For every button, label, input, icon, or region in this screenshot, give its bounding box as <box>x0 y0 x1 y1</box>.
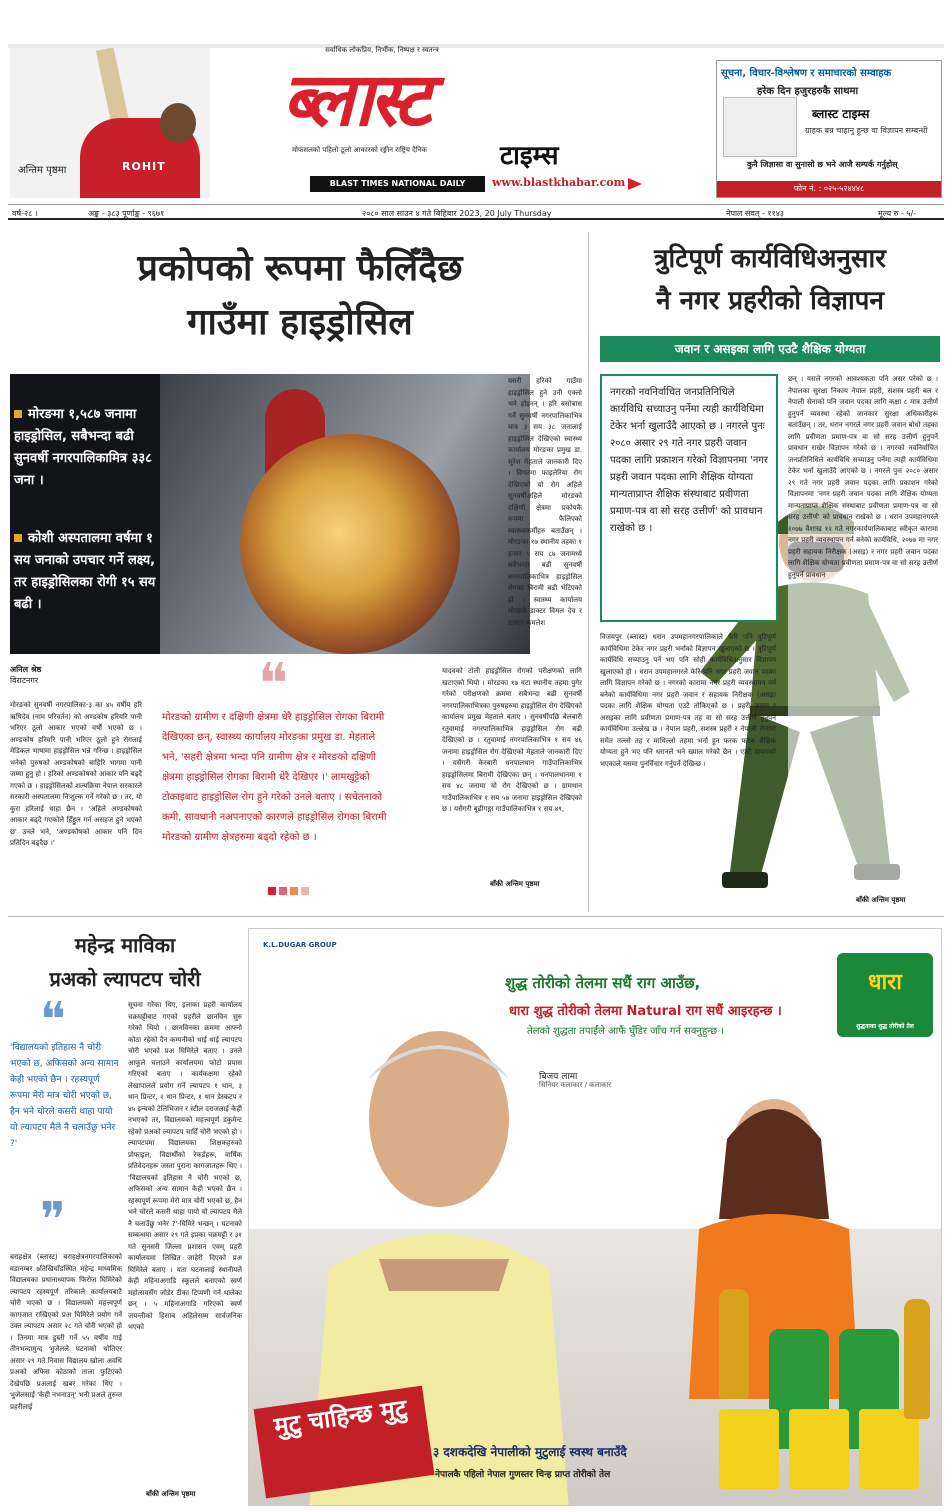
brand-name: धारा <box>868 970 902 995</box>
ad-brand: ब्लास्ट टाइम्स <box>812 107 870 121</box>
quote-close-icon: ❞ <box>40 1192 66 1248</box>
bullet-icon <box>14 534 22 542</box>
lead-bullet-1-text: मोरङमा १,५८७ जनामा हाइड्रोसिल, सबैभन्दा बढी सुनवर्षी नगरपालिकामित्र ३३८ जना । <box>14 407 152 488</box>
ad-line-2: हरेक दिन हजुरहरुकै साथमा <box>757 86 859 97</box>
ad-bottom-line-2: नेपालकै पहिलो नेपाल गुणस्तर चिन्ह प्राप्त तोरीको तेल <box>435 1470 611 1480</box>
dhara-brand-logo <box>837 953 933 1037</box>
dot-icon <box>290 887 298 895</box>
newspaper-thumbnail <box>723 97 797 157</box>
dot-icon <box>268 887 276 895</box>
third-continued[interactable]: बाँकी अन्तिम पृष्ठमा <box>146 1490 196 1498</box>
dateline: विराटनगर <box>10 676 39 685</box>
third-headline-line-2: प्रअको ल्यापटप चोरी <box>49 967 201 991</box>
dot-icon <box>301 887 309 895</box>
top-ad-box[interactable] <box>716 60 942 198</box>
second-headline-line-1: त्रुटिपूर्ण कार्यविधिअनुसार <box>654 244 886 274</box>
oil-bottle-icon <box>719 1289 749 1399</box>
oil-pouch-icon <box>719 1409 779 1489</box>
lead-headline-line-2: गाउँमा हाइड्रोसिल <box>187 302 413 343</box>
daily-label: BLAST TIMES NATIONAL DAILY <box>310 176 485 192</box>
ad-line-1: सूचना, विचार-विश्लेषण र समाचारको सम्वाहक <box>721 68 892 79</box>
second-continued[interactable]: बाँकी अन्तिम पृष्ठमा <box>856 896 906 904</box>
photo-caption: अन्तिम पृष्ठमा <box>18 165 67 176</box>
ad-line-2: धारा शुद्ध तोरीको तेलमा Natural राग सधैं आइरहन्छ । <box>509 1004 782 1019</box>
lead-byline <box>10 664 41 686</box>
ad-signer: बिजय लामा <box>539 1072 578 1082</box>
masthead-tagline: सर्वाधिक लोकप्रिय, निर्भीक, निष्पक्ष र स्वतन्त्र <box>325 46 439 54</box>
nepal-samvat: नेपाल संवत् - ११४३ <box>726 209 785 218</box>
lead-headline[interactable] <box>60 242 540 350</box>
dot-icon <box>279 887 287 895</box>
oil-pouch-icon <box>859 1409 919 1489</box>
website-link[interactable]: www.blastkhabar.com <box>492 176 626 189</box>
lead-column-1: मोरङको सुनवर्षी नगरपालिका-३ का ४५ वर्षीय हरि ऋषिदेव (नाम परिवर्तन) को अण्डकोष हरियरि पानी भरिएर ठूलो आकार भएको वर्षौं भएको छ । अण्डकोष हरियरि पानी भरिएर ठूलो हुने रोगलाई मेडिकल भाषामा हाइड्रोसिल भन्ने गरिन्छ । हाइड्रोसिल भनेको पुरुषको अण्डकोषको बाहिरि भागमा पानी जम्मा हुनु हो । हरिको अण्डकोषको आकार पनि बढ्दै गएको छ । हाइड्रोसिलको शल्यक्रिया नेपाल सरकारले सरकारी अस्पतालमा निःशुल्क गर्ने गरेको छ । तर, यो कुरा हरिलाई थाहा छैन । 'अहिले अण्डकोषको आकार बढ्दै गएकोले हिँड्डुल गर्न असहज हुने भएको छ' उनले भने, 'अण्डकोषको आकार पनि दिन प्रतिदिन बढ्दैछ ।' <box>10 701 142 847</box>
issue-number: अङ्क - ३८३ पूर्णाङ्क - ९६७१ <box>88 209 165 218</box>
organ-shape <box>240 434 460 654</box>
oil-advertisement[interactable] <box>248 928 942 1506</box>
third-column-1: बराहक्षेत्र (ब्लास्ट) बराहक्षेत्रनगरपालिकाको वडानम्बर ७तिखिचाँडस्थित महेन्द्र माध्यमिक विद्यालयका प्रधानाध्यापक फिरोज घिमिरेको ल्यापटप रहस्यपूर्ण तरिकाले कार्यालयबाटै चोरी भएको छ । विद्यालयको महत्त्वपूर्ण कागजात राखिएको प्रअ घिमिरेले प्रयोग गर्ने उक्त ल्यापटप असार २८ गते चोरी भएको हो । तिनमा मात्र डुब्ती गर्ने ५५ वर्षीय गाई तीनभन्दामुन्द भुजेलले घटनाको थोतिएर असार २९ गते निवास विद्यालय खोला अवधि प्रअको अफिस कोठाको ताला फुटिएको देखेपछि प्रअलाई खबर गरेका थिए । भुजेलसाई 'केही नभनाउन्' भनी प्रअले तुरुन्त प्रहरीलाई <box>10 1253 122 1411</box>
lead-pull-quote: मोरङको ग्रामीण र दक्षिणी क्षेत्रमा धेरै हाइड्रोसिल रोगका बिरामी देखिएका छन्, स्वास्थ्य कार्यालय मोरङका प्रमुख डा. मेहताले भने, 'सहरी क्षेत्रमा भन्दा पनि ग्रामीण क्षेत्र र मोरङको दक्षिणी क्षेत्रमा हाइड्रोसिल रोगका बिरामी धेरै देखिएर ।' लामखुट्टेको टोकाइबाट हाइड्रोसिल रोग हुने गरेको उनले बताए । सचेतनाको कमी, सावधानी नअपनाएको कारणले हाइड्रोसिल रोगका बिरामी मोरङको ग्रामीण क्षेत्रहरुमा बढ्दो रहेको छ । <box>162 712 387 843</box>
ad-slogan: मुटु चाहिन्छ मुटु <box>254 1386 435 1499</box>
ad-line-3: तेलको शुद्धता तपाईंले आफैं घुँडिर जाँच गर्न सक्नुहुन्छ । <box>527 1026 725 1037</box>
masthead-logo-times: टाइम्स <box>500 141 559 171</box>
player-head-shape <box>160 103 196 143</box>
third-column-2: सूचना गरेका थिए, इलाका प्रहरी कार्यालय चक्रघट्टीबाट गएको प्रहरीले छानविन सुरु गरेको थियो । छानविनका क्रममा आफ्नो कोठा रहेको दैन कम्पनीको थाई थाई ल्यापटप चोरी भएको प्रअ घिमिरेले बताए । उनले आफूले चलाउने कार्यालयमा फोटो प्रयास गरिएको बताए । कार्यकक्षमा रहेको लेखापालले प्रयोग गर्ने ल्यापटप १ थान, ३ थान प्रिन्टर, २ थान प्रिन्टर, १ थान डेस्कटप र ४५ इन्चको टेलिभिजन र स्टील दराजलाई केही नभएको तर, विद्यालयको महत्त्वपूर्ण डकुमेन्ट रहेको प्रअको ल्यापटप चाहिँ चोरी भएको हो । ल्यापटपमा विद्यालयका शिक्षकहरुको प्रोफाइल, विद्यार्थीको रेकर्डहरू, वार्षिक प्रतिवेदनहरू जस्ता पुराना कागजातहरू थिए । 'विद्यालयको इतिहास नै चोरी भएको छ, अफिसको अन्य सामान केही भएको छैन । रहस्यपूर्ण रूपमा मेरो मात्र चोरी भएको छ, हैन भने चोरले कसरी थाहा पायो यो ल्यापटप मैले नै चलाउँछु भनेर ?'-घिमिरे भन्छन् । घटनाको सम्बन्धमा असार २९ गते इप्रका चक्रघट्टी र ३१ गते सुनसरी जिल्ला प्रशासन एवम् प्रहरी कार्यालयमा लिखित जाहेरी दिएको प्रअ घिमिरेले बताए । यता घटनालाई स्थानीयले केही महिनाअगाडि स्कूलले बनाएको स्वर्ण महोत्सवसँग जोडेर टीका टिप्पणी गर्न थालेका छन् । ५ महिनाअगाडि गरिएको स्वर्ण जयन्तीको हिसाब अहिलेसम्म सार्वजनिक भएको <box>128 1001 242 1331</box>
issue-year: वर्ष-२८ । <box>12 209 38 218</box>
third-headline[interactable] <box>10 928 240 996</box>
quote-dots <box>268 880 312 899</box>
issue-date: २०८० साल साउन ४ गते बिहिबार 2023, 20 July Thursday <box>362 209 552 218</box>
lead-continued[interactable]: बाँकी अन्तिम पृष्ठमा <box>490 880 540 888</box>
third-blockquote: 'विद्यालयको इतिहास नै चोरी भएको छ, अफिसको अन्य सामान केही भएको छैन । रहस्यपूर्ण रूपमा मेरो मात्र चोरी भएको छ, हैन भने चोरले कसरी थाहा पायो यो ल्यापटप मैले नै चलाउँछु भनेर ?' <box>10 1043 119 1149</box>
masthead-cricket-photo[interactable] <box>10 48 210 198</box>
masthead-logo[interactable]: ब्लास्ट <box>282 58 428 142</box>
lead-bullet-2-text: कोशी अस्पतालमा वर्षमा १ सय जनाको उपचार गर्ने लक्ष्य, तर हाइड्रोसिलका रोगी १५ सय बढी । <box>14 531 156 612</box>
ad-signer-role: सिनियर कलाकार / कलाकार <box>539 1081 612 1089</box>
lead-headline-line-1: प्रकोपको रूपमा फैलिँदैछ <box>137 248 463 289</box>
second-highlight-box: नगरको नवनिर्वाचित जनप्रतिनिधिले कार्यविधि सच्याउनु पर्नेमा त्यही कार्यविधिमा टेकेर भर्ना खुलाउँदै आएको छ । नगरले पुनः २०८० असार २९ गते नगर प्रहरी जवान पदका लागि प्रकाशन गरेको विज्ञापनमा 'नगर प्रहरी जवान पदका लागि शैक्षिक योग्यता मान्यताप्राप्त शैक्षिक संस्थाबाट प्रवीणता प्रमाण-पत्र वा सो सरह उत्तीर्ण' को प्रावधान राखेको छ । <box>600 374 778 622</box>
lead-bullet-1 <box>14 404 164 492</box>
ad-bottom-line-1: ३ दशकदेखि नेपालीको मुटुलाई स्वस्थ बनाउँदै <box>433 1445 627 1459</box>
lead-bullet-2 <box>14 528 164 616</box>
oil-bottle-icon <box>904 1299 930 1419</box>
issue-info-bar <box>8 204 944 220</box>
ad-headline: शुद्ध तोरीको तेलमा सधैं राग आउँछ, <box>505 974 701 992</box>
second-headline[interactable] <box>600 238 940 322</box>
column-divider <box>588 232 589 912</box>
bullet-icon <box>14 410 22 418</box>
ad-phone: फोन नं. : ०२५-५२४४४८ <box>717 181 941 197</box>
third-headline-line-1: महेन्द्र माविका <box>74 933 176 957</box>
second-right-column: छन् । यसले नगरको आवश्यकता पनि असर परेको छ । नेपालका सुरक्षा निकाय नेपाल प्रहरी, सशस्त्र प्रहरी बल र नेपाली सेनाको पनि जवान पदका लागि कक्षा ८ मात्र उत्तीर्ण हुनुपर्ने व्यवस्था रहेको जानकार सुरक्षा अधिकारीहरू बताउँछन् । तर, धरान नगरले नगर प्रहरी जवान बोधो तहका लागि प्रवीणता प्रमाण-पत्र वा सो सरह उत्तीर्ण हुनुपर्ने प्रावधान राखेर विज्ञापन गरेको छ । नगरको नवनिर्वाचित जनप्रतिनिधिले कार्यविधि सच्याउनु पर्नेमा त्यही कार्यविधिमा टेकेर भर्ना खुलाउँदै आएको छ । नगरले पुनः २०८० असार २९ गते नगर प्रहरी जवान पदका लागि प्रकाशन गरेको विज्ञापनमा 'नगर प्रहरी जवान पदका लागि शैक्षिक योग्यता मान्यताप्राप्त शैक्षिक संस्थाबाट प्रवीणता प्रमाण-पत्र वा सो सरह उत्तीर्ण' को प्रावधान राखेको छ । धरान उपमहानगरले २०७७ वैशाख १२ गते नगरकार्यपालिकाबाट स्वीकृत कारामा नगर प्रहरी व्यवस्थापन गर्न बनेको कार्यविधि, २०७७ मा नगर प्रहरी सहायक निरीक्षक (असइ) र नगर प्रहरी जवान पदका लागि शैक्षिक योग्यता प्रवीणता प्रमाण-पत्र वा सो सरह उत्तीर्ण हुनुपर्ने प्रावधान <box>788 374 938 894</box>
issue-price: मूल्य रु - ५/- <box>878 209 917 218</box>
quote-mark-icon: ❝ <box>258 652 289 717</box>
section-divider <box>8 916 944 917</box>
second-headline-line-2: नै नगर प्रहरीको विज्ञापन <box>656 286 884 316</box>
ad-company-logo: K.L.DUGAR GROUP <box>263 941 337 949</box>
ad-desc: ग्राहक बन्न चाहानु हुन्छ वा विज्ञापन सम्बन्धी <box>805 126 928 135</box>
oil-pouch-icon <box>789 1409 849 1489</box>
ad-line-5: कुनै जिज्ञासा वा सुनासो छ भने आजै सम्पर्क गर्नुहोस् <box>747 160 898 169</box>
lead-column-3: यादवको टोली हाइड्रोसिल रोगको परीक्षणको लागि खटाएको थियो । मोरङका १७ वटा स्थानीय तहमा पुगेर गरेको परीक्षणको क्रममा सबैभन्दा बढी सुनवर्षी नगरपालिकाभित्रका पुरुषहरुमा हाइड्रोसिल रोग देखिएको कार्यालय प्रमुख मेहताले बताए । सुनवर्षीपछि बेलबारी रतुवामाई नगरपालिकाभित्र हाइड्रोसिल रोग बढी देखिएको छ । रतुवामाई नगरपालिकाभित्र १ सय ४६ जनामा हाइड्रोसिल रोग देखिएको मेहताले जानकारी दिए । यसैगरी केरबारी धनपालथान गाउँपालिकाभित्र हाइड्रोसिलमा बिरामी देखिएका छन् । धनपालथानमा १ सय ४८ जनामा यो रोग देखिएको छ । ग्रामथान गाउँपालिकाभित्र १ सय ५७ जनामा हाइड्रोसिल देखिएको छ । यसैगरी बूढीगङ्गा गाउँपालिकाभित्र १ सय ४९, <box>442 667 582 813</box>
author-name: अनिल श्रेष्ठ <box>10 665 42 674</box>
second-left-column: विजयपुर (ब्लास्ट) धरान उपमहानगरपालिकाले फेरि पनि त्रुटिपूर्ण कार्यविधिमा टेकेर नगर प्रहरी भर्नाको विज्ञापन खुलाएको छ । त्रुटिपूर्ण कार्यविधि सच्याउनु पर्ने भए पनि सोही कार्यविधिअनुसार विज्ञापन खुलाएको हो । धरान उपमहानगरले फेरि पनि नगर प्रहरी जवान पदका लागि विज्ञापन गरेको छ । नगरको कारामा नगर प्रहरी व्यवस्थापन गर्न बनेको कार्यविधिमा नगर प्रहरी जवान र सहायक निरीक्षक (असइ) पदका लागि शैक्षिक योग्यता एउटै तोकिएको छ । प्रहरी जवान र असइका लागि प्रवीणता प्रमाण-पत्र तह वा सो सरह उत्तीर्ण हुनुपर्ने कार्यविधिमा उल्लेख छ । नेपाल प्रहरी, सशस्त्र प्रहरी र नेपाली सेनामा समेत तल्लो तह र माथिल्लो तहमा भर्ना हुन फरक फरक शैक्षिक योग्यता हुने भए पनि धरानले भने ख्याल गरेको छैन । एउटै दायराको भएकाले यसमा पुनर्विचार गर्नुपर्ने देखिन्छ । <box>600 633 776 768</box>
lead-column-2: यसरी हरिको गाउँमा हाइड्रोसिल हुने उनी एक्लो भने होइनन् । हरि बसोबास गर्ने सुनवर्षी नगरपालिकाभित्र मात्र ३ सय ३८ जनालाई हाइड्रोसिल देखिएको स्वास्थ्य कार्यालय मोरङका प्रमुख डा. सुरेश मेहताले जानकारी दिए । विगतमा फाइलेरिया रोग देखिएको यो रोग अहिले सुनवर्षीअहिले मोरङको दक्षिणी क्षेत्रमा प्रकोपकै रूपमा फैलिएको स्वास्थ्यकर्मीहरु बताउँछन् । मोरङका १७ स्थानीय तहका १ हजार ५ सय ८७ जनामध्ये सबैभन्दा बढी सुनवर्षी नगरपालिकाभित्र हाइड्रोसिल रोगका बिरामी बढी भेटिएको हो । स्वास्थ्य कार्यालय मोरङले डाक्टर विमल देव र डाक्टर कमलेश <box>508 377 582 627</box>
brand-sub: शुद्धताका शुद्ध तोरीको तेल <box>856 1023 914 1030</box>
quote-open-icon: ❝ <box>40 992 66 1048</box>
arrow-icon <box>628 178 642 190</box>
second-subhead-banner: जवान र असइका लागि एउटै शैक्षिक योग्यता <box>600 336 940 362</box>
masthead-subline: मोफसलको पहिलो ठूलो आकारको रङ्गीन राष्ट्रिय दैनिक <box>292 146 427 154</box>
jersey-name: ROHIT <box>122 160 166 173</box>
